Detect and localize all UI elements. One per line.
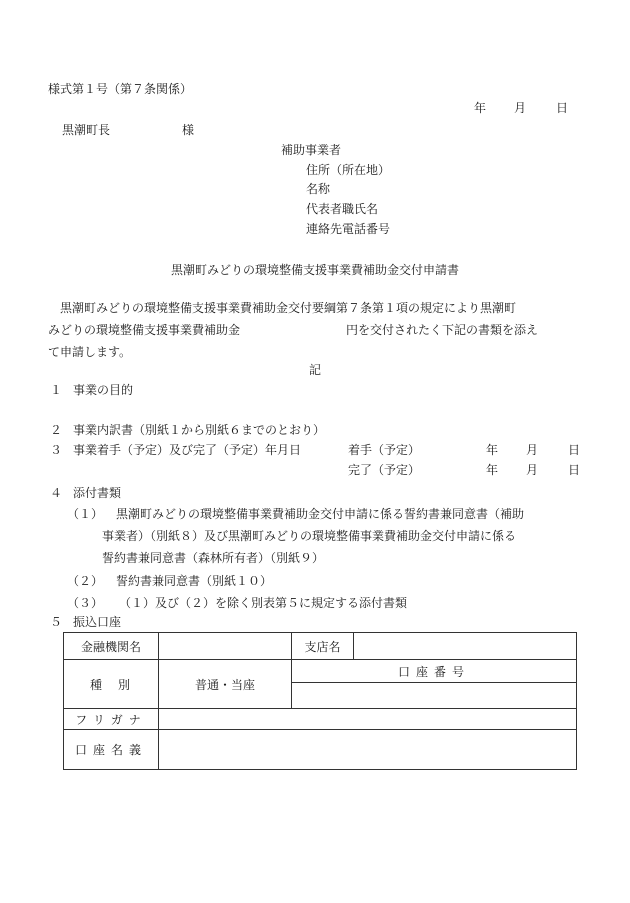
body-line-2-b: 円を交付されたく下記の書類を添え [346,323,539,337]
item-3-start-month: 月 [526,443,539,457]
item-3-end-day: 日 [568,463,581,477]
body-line-2-a: みどりの環境整備支援事業費補助金 [48,323,241,337]
document-title: 黒潮町みどりの環境整備支援事業費補助金交付申請書 [170,263,459,277]
branch-label: 支店名 [292,633,354,660]
item-3-start-day: 日 [568,443,581,457]
body-line-1: 黒潮町みどりの環境整備支援事業費補助金交付要綱第７条第１項の規定により黒潮町 [60,301,517,315]
item-4-sub2-number: （２） [67,574,104,588]
bank-account-table [63,632,577,770]
item-3-end-label: 完了（予定） [348,463,421,477]
bank-name-value[interactable] [159,633,292,660]
date-month-label: 月 [514,101,527,115]
ki-heading: 記 [308,363,321,377]
item-4-number: ４ [50,486,63,500]
body-line-3: て申請します。 [48,345,132,359]
bank-name-label: 金融機関名 [64,633,159,660]
account-number-label: 口座番号 [292,660,577,683]
item-3-number: ３ [50,443,63,457]
item-3-end-month: 月 [526,463,539,477]
applicant-address-field: 住所（所在地） [306,163,391,177]
item-5-text: 振込口座 [73,615,122,629]
addressee-honorific: 様 [182,123,195,137]
date-day-label: 日 [556,101,569,115]
item-4-sub3-number: （３） [67,596,104,610]
item-3-end-year: 年 [486,463,499,477]
applicant-representative-field: 代表者職氏名 [306,202,379,216]
item-3-start-year: 年 [486,443,499,457]
account-type-value: 普通・当座 [159,660,292,709]
furigana-label: フリガナ [64,709,159,730]
account-holder-value[interactable] [159,730,577,770]
furigana-value[interactable] [159,709,577,730]
item-1-number: １ [50,383,63,397]
date-year-label: 年 [474,101,487,115]
account-type-label: 種 別 [64,660,159,709]
body-paragraph [48,297,590,363]
applicant-phone-field: 連絡先電話番号 [306,222,391,236]
item-5-number: ５ [50,615,63,629]
item-4-text: 添付書類 [73,486,122,500]
addressee-title: 黒潮町長 [62,123,111,137]
item-4-sub3-text: （１）及び（２）を除く別表第５に規定する添付書類 [119,596,408,610]
applicant-name-field: 名称 [306,182,331,196]
item-4-sub1-line1: 黒潮町みどりの環境整備事業費補助金交付申請に係る誓約書兼同意書（補助 [116,507,525,521]
form-number: 様式第１号（第７条関係） [48,82,193,96]
item-2-number: ２ [50,423,63,437]
item-3-text: 事業着手（予定）及び完了（予定）年月日 [73,443,302,457]
branch-value[interactable] [354,633,577,660]
body-line-2 [48,319,590,341]
account-holder-label: 口座名義 [64,730,159,770]
applicant-label: 補助事業者 [281,143,342,157]
account-number-value[interactable] [292,683,577,709]
item-4-sub2-text: 誓約書兼同意書（別紙１０） [116,574,273,588]
item-4-sub1-line3: 誓約書兼同意書（森林所有者）（別紙９） [102,551,325,565]
item-4-sub1-line2: 事業者）（別紙８）及び黒潮町みどりの環境整備事業費補助金交付申請に係る [102,529,517,543]
item-3-start-label: 着手（予定） [348,443,421,457]
item-1-text: 事業の目的 [73,383,134,397]
item-4-sub1-number: （１） [67,507,104,521]
item-2-text: 事業内訳書（別紙１から別紙６までのとおり） [73,423,326,437]
